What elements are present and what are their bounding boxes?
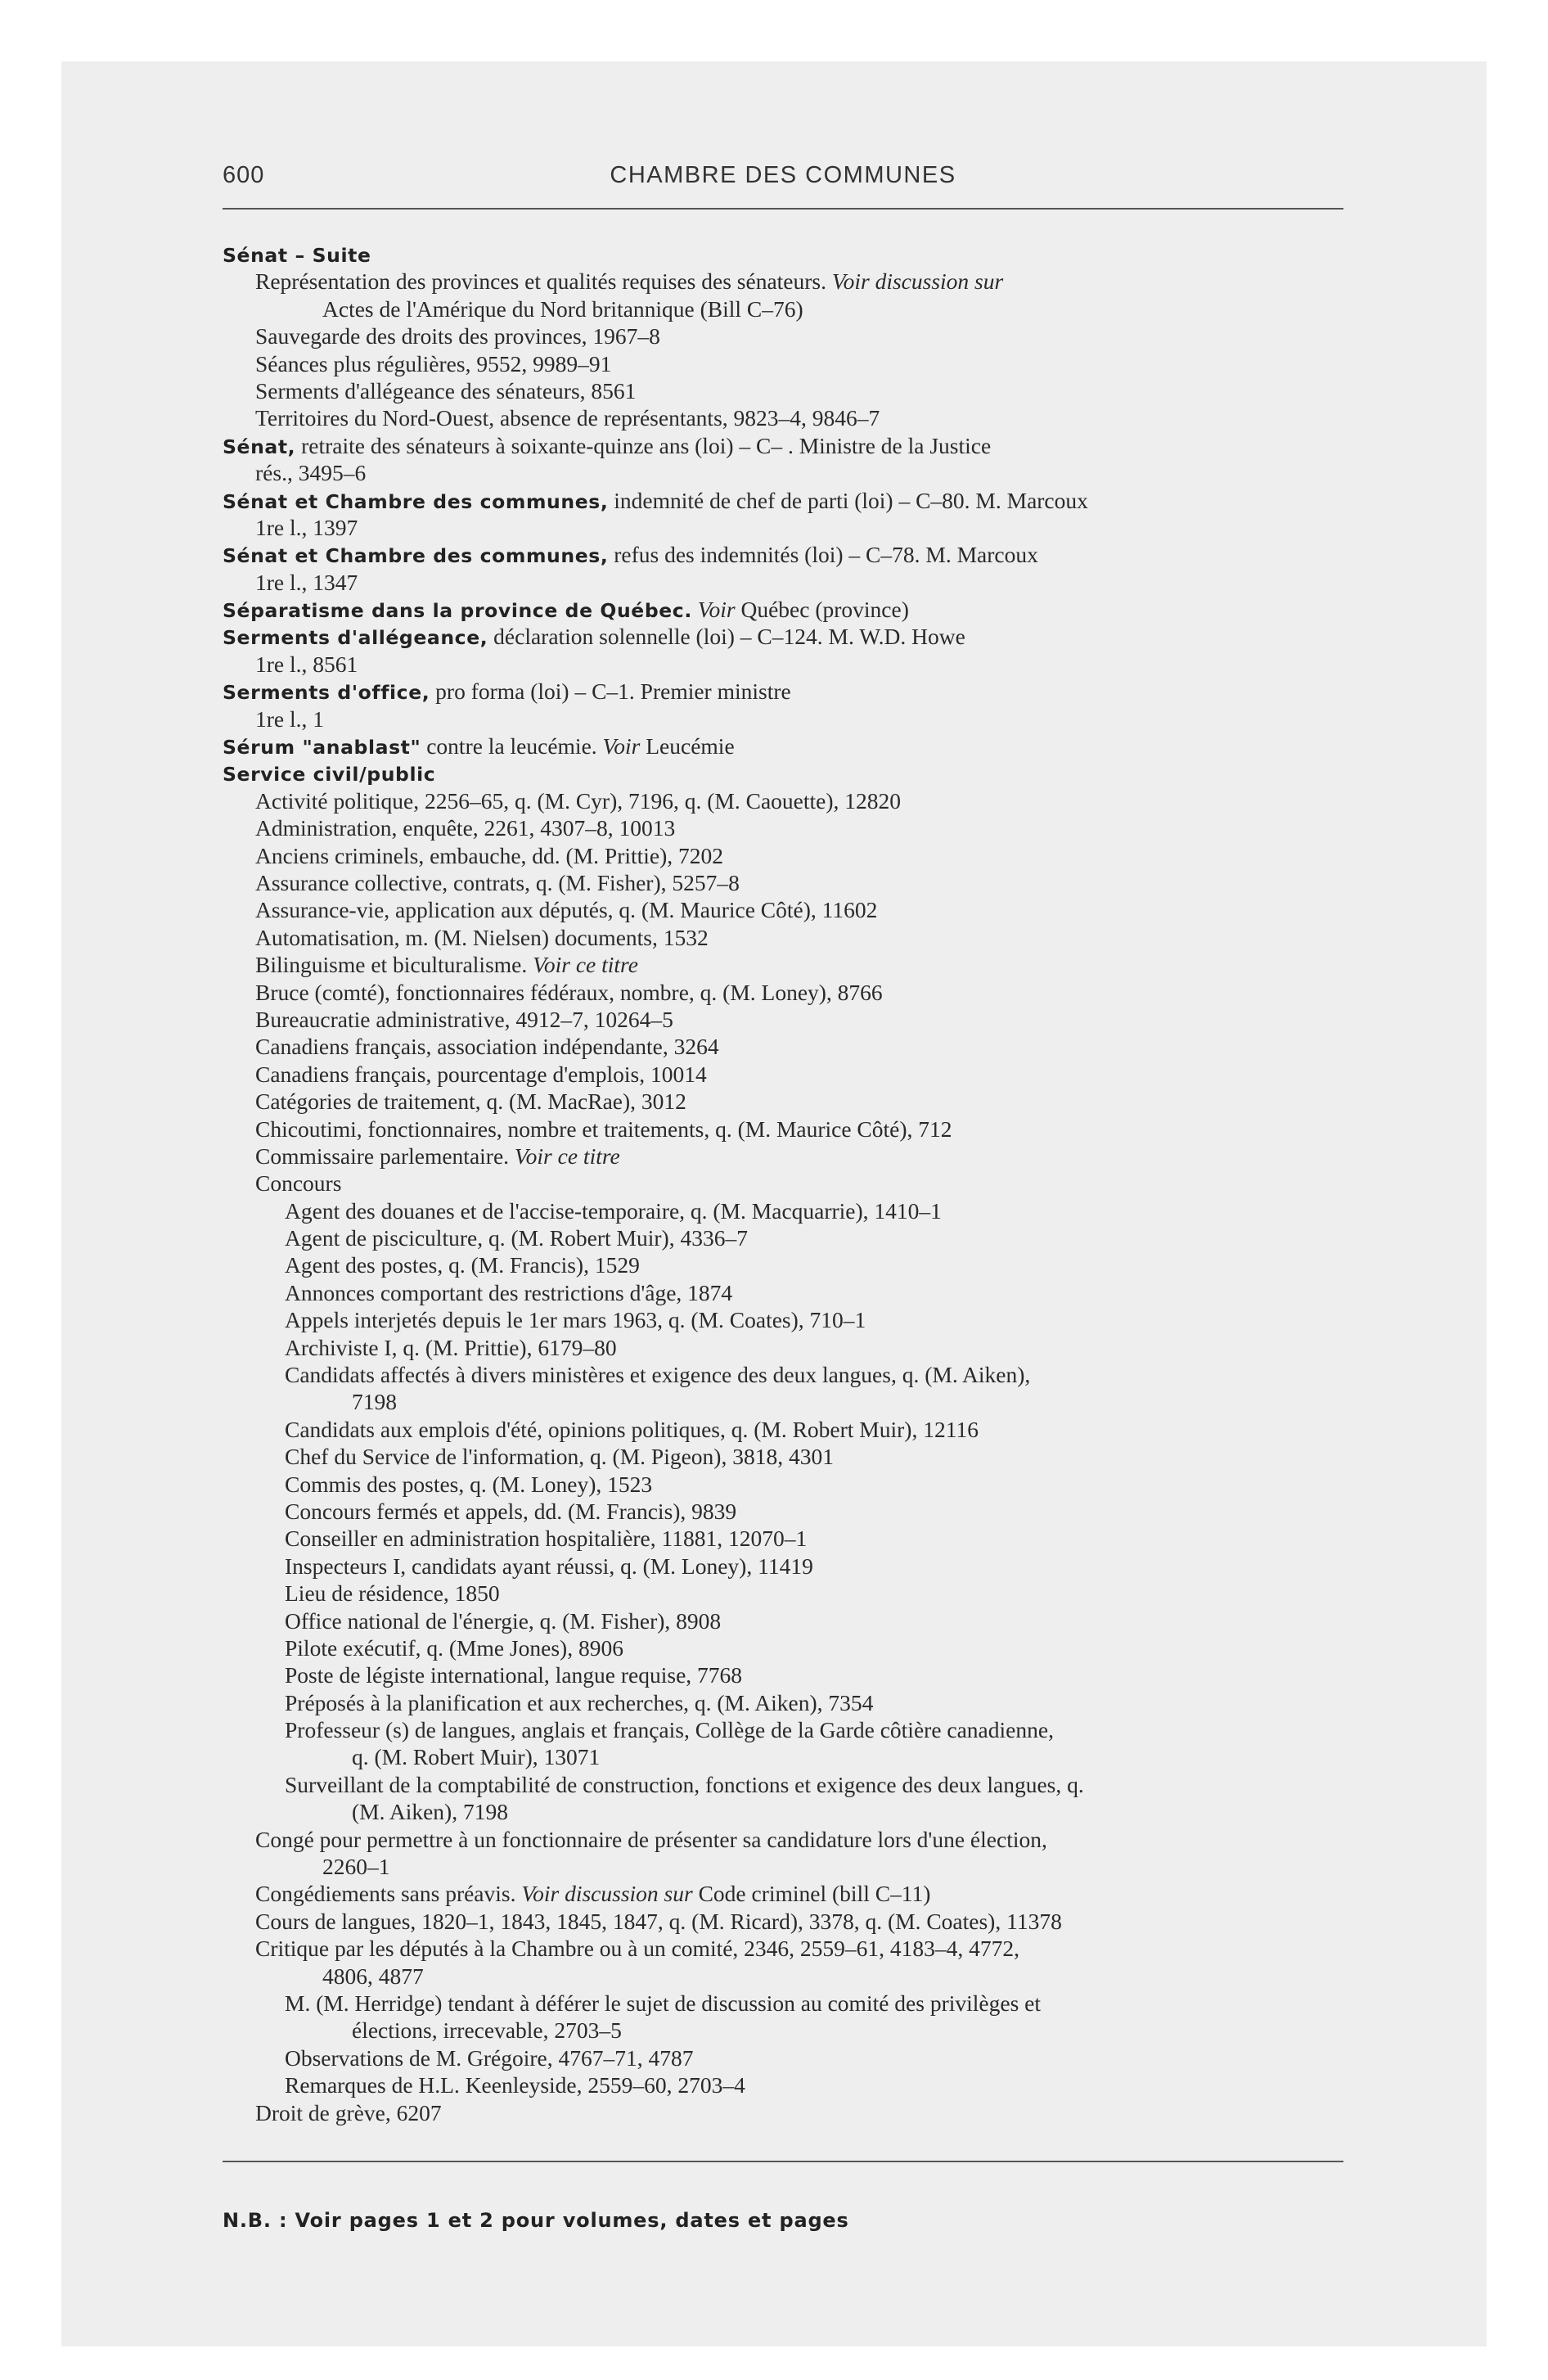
entry-text: Cours de langues, 1820–1, 1843, 1845, 1847, q. (M. Ricard), 3378, q. (M. Coates), 11378: [255, 1908, 1062, 1934]
index-entry-line: [223, 1908, 1352, 1935]
index-entry-line: [223, 1771, 1352, 1798]
entry-heading-text: Sénat et Chambre des communes,: [223, 544, 609, 568]
entry-text: Bruce (comté), fonctionnaires fédéraux, nombre, q. (M. Loney), 8766: [255, 979, 883, 1005]
index-entry-line: [223, 514, 1352, 541]
page-header: [223, 162, 1343, 195]
entry-text: Candidats affectés à divers ministères et exigence des deux langues, q. (M. Aiken),: [285, 1362, 1031, 1388]
entry-text: Office national de l'énergie, q. (M. Fisher), 8908: [285, 1607, 722, 1634]
index-entries: [223, 241, 1352, 2126]
index-entry-line: [223, 377, 1352, 404]
entry-heading-text: Sénat et Chambre des communes,: [223, 489, 609, 513]
entry-text: Candidats aux emplois d'été, opinions politiques, q. (M. Robert Muir), 12116: [285, 1416, 979, 1442]
entry-text: Assurance-vie, application aux députés, q. (M. Maurice Côté), 11602: [255, 897, 878, 923]
entry-text: Préposés à la planification et aux recherches, q. (M. Aiken), 7354: [285, 1689, 874, 1715]
index-entry-line: [223, 951, 1352, 978]
cross-reference-text: Voir discussion sur: [831, 268, 1004, 295]
entry-text: Poste de légiste international, langue requise, 7768: [285, 1662, 743, 1688]
index-heading-line: [223, 760, 1352, 787]
index-entry-line: [223, 1498, 1352, 1525]
entry-text: Code criminel (bill C–11): [692, 1881, 931, 1907]
entry-text: 1re l., 1: [255, 705, 325, 732]
index-heading-line: [223, 623, 1352, 650]
index-entry-line: [223, 569, 1352, 596]
entry-text: 1re l., 1347: [255, 569, 358, 595]
entry-heading-text: Sénat: [223, 244, 288, 267]
entry-text: Observations de M. Grégoire, 4767–71, 4787: [285, 2044, 694, 2071]
index-entry-line: [223, 1743, 1352, 1770]
entry-text: Agent des douanes et de l'accise-temporaire, q. (M. Macquarrie), 1410–1: [285, 1197, 942, 1224]
index-entry-line: [223, 814, 1352, 841]
entry-text: Chef du Service de l'information, q. (M. Pigeon), 3818, 4301: [285, 1444, 834, 1470]
index-entry-line: [223, 404, 1352, 431]
entry-text: Bilinguisme et biculturalisme.: [255, 952, 533, 978]
entry-text: Automatisation, m. (M. Nielsen) documents, 1532: [255, 924, 709, 950]
entry-heading-text: Service civil/public: [223, 763, 436, 787]
entry-text: Critique par les députés à la Chambre ou à un comité, 2346, 2559–61, 4183–4, 4772,: [255, 1936, 1020, 1962]
entry-text: rés., 3495–6: [255, 460, 367, 486]
index-entry-line: [223, 295, 1352, 322]
index-entry-line: [223, 1334, 1352, 1361]
index-entry-line: [223, 1935, 1352, 1962]
entry-heading-text: Séparatisme dans la province de Québec.: [223, 599, 692, 623]
entry-text: Québec (province): [735, 597, 909, 623]
entry-text: Agent de pisciculture, q. (M. Robert Muir), 4336–7: [285, 1225, 748, 1251]
header-rule: [223, 208, 1343, 210]
index-entry-line: [223, 1880, 1352, 1907]
entry-text: Bureaucratie administrative, 4912–7, 10264–5: [255, 1006, 673, 1032]
entry-text: Assurance collective, contrats, q. (M. Fisher), 5257–8: [255, 869, 740, 895]
entry-text: Leucémie: [640, 733, 735, 760]
index-entry-line: [223, 268, 1352, 295]
index-entry-line: [223, 2071, 1352, 2098]
index-entry-line: [223, 651, 1352, 678]
entry-text: Conseiller en administration hospitalière, 11881, 12070–1: [285, 1526, 808, 1552]
index-heading-line: [223, 487, 1352, 514]
index-entry-line: [223, 1388, 1352, 1415]
entry-text: pro forma (loi) – C–1. Premier ministre: [430, 678, 791, 705]
entry-text: Territoires du Nord-Ouest, absence de représentants, 9823–4, 9846–7: [255, 405, 880, 431]
footer-rule: [223, 2161, 1343, 2162]
index-entry-line: [223, 979, 1352, 1006]
entry-text: Catégories de traitement, q. (M. MacRae), 3012: [255, 1089, 686, 1115]
index-heading-line: [223, 732, 1352, 760]
index-entry-line: [223, 1580, 1352, 1607]
footer-note: N.B. : Voir pages 1 et 2 pour volumes, dates et pages: [223, 2209, 849, 2232]
entry-text: 4806, 4877: [322, 1963, 424, 1989]
entry-text: élections, irrecevable, 2703–5: [352, 2017, 622, 2044]
entry-text: déclaration solennelle (loi) – C–124. M. W.D. Howe: [488, 624, 965, 650]
index-entry-line: [223, 1826, 1352, 1853]
index-entry-line: [223, 869, 1352, 896]
running-title: CHAMBRE DES COMMUNES: [610, 162, 956, 188]
index-entry-line: [223, 2044, 1352, 2071]
entry-text: [692, 597, 698, 622]
cross-reference-text: Voir ce titre: [514, 1143, 620, 1169]
entry-text: Séances plus régulières, 9552, 9989–91: [255, 350, 612, 376]
index-entry-line: [223, 1798, 1352, 1825]
entry-text: Congédiements sans préavis.: [255, 1881, 522, 1907]
entry-text: Remarques de H.L. Keenleyside, 2559–60, 2703–4: [285, 2072, 745, 2098]
entry-text: M. (M. Herridge) tendant à déférer le sujet de discussion au comité des privilèges et: [285, 1990, 1042, 2016]
index-entry-line: [223, 1361, 1352, 1388]
index-entry-line: [223, 1689, 1352, 1716]
entry-text: Chicoutimi, fonctionnaires, nombre et traitements, q. (M. Maurice Côté), 712: [255, 1116, 952, 1142]
entry-text: Serments d'allégeance des sénateurs, 8561: [255, 377, 637, 403]
entry-text: 1re l., 8561: [255, 651, 358, 677]
index-entry-line: [223, 1661, 1352, 1688]
cross-reference-text: Voir discussion sur: [521, 1881, 693, 1907]
index-heading-line: [223, 241, 1352, 268]
cross-reference-text: Voir: [602, 733, 641, 760]
entry-text: Droit de grève, 6207: [255, 2099, 442, 2125]
index-entry-line: [223, 1279, 1352, 1306]
entry-text: Anciens criminels, embauche, dd. (M. Prittie), 7202: [255, 842, 724, 868]
entry-text: Représentation des provinces et qualités requises des sénateurs.: [255, 268, 832, 295]
entry-text: Agent des postes, q. (M. Francis), 1529: [285, 1252, 640, 1278]
entry-text: Congé pour permettre à un fonctionnaire de présenter sa candidature lors d'une élection,: [255, 1826, 1047, 1852]
index-entry-line: [223, 1170, 1352, 1197]
entry-heading-text: Serments d'office,: [223, 681, 430, 705]
entry-text: Canadiens français, association indépendante, 3264: [255, 1034, 719, 1060]
index-entry-line: [223, 1990, 1352, 2017]
entry-heading-text: – Suite: [287, 244, 371, 267]
entry-text: Commis des postes, q. (M. Loney), 1523: [285, 1471, 653, 1497]
index-entry-line: [223, 1416, 1352, 1443]
cross-reference-text: Voir ce titre: [533, 952, 638, 978]
index-entry-line: [223, 787, 1352, 814]
index-entry-line: [223, 842, 1352, 869]
index-entry-line: [223, 1607, 1352, 1634]
entry-text: Surveillant de la comptabilité de construction, fonctions et exigence des deux langues, q.: [285, 1771, 1084, 1797]
index-entry-line: [223, 1006, 1352, 1033]
index-entry-line: [223, 350, 1352, 377]
index-entry-line: [223, 1224, 1352, 1251]
entry-text: Professeur (s) de langues, anglais et français, Collège de la Garde côtière canadienne,: [285, 1717, 1054, 1743]
index-entry-line: [223, 1033, 1352, 1060]
index-entry-line: [223, 1088, 1352, 1115]
entry-text: Canadiens français, pourcentage d'emplois, 10014: [255, 1061, 707, 1087]
index-heading-line: [223, 596, 1352, 623]
index-heading-line: [223, 541, 1352, 568]
entry-text: Annonces comportant des restrictions d'âge, 1874: [285, 1279, 733, 1305]
entry-text: Concours fermés et appels, dd. (M. Francis), 9839: [285, 1498, 737, 1524]
index-entry-line: [223, 1471, 1352, 1498]
index-entry-line: [223, 2017, 1352, 2044]
entry-text: Pilote exécutif, q. (Mme Jones), 8906: [285, 1634, 623, 1661]
entry-text: Archiviste I, q. (M. Prittie), 6179–80: [285, 1334, 617, 1360]
index-entry-line: [223, 896, 1352, 923]
entry-text: refus des indemnités (loi) – C–78. M. Marcoux: [608, 542, 1038, 568]
page-number: 600: [223, 162, 265, 188]
index-entry-line: [223, 705, 1352, 732]
index-entry-line: [223, 322, 1352, 349]
entry-text: Commissaire parlementaire.: [255, 1143, 515, 1169]
entry-heading-text: Sénat,: [223, 435, 296, 458]
index-entry-line: [223, 1716, 1352, 1743]
index-entry-line: [223, 459, 1352, 486]
index-entry-line: [223, 1306, 1352, 1333]
index-entry-line: [223, 1963, 1352, 1990]
index-entry-line: [223, 1443, 1352, 1470]
index-entry-line: [223, 2099, 1352, 2126]
entry-text: retraite des sénateurs à soixante-quinze ans (loi) – C– . Ministre de la Justice: [295, 432, 992, 458]
index-entry-line: [223, 1525, 1352, 1552]
index-entry-line: [223, 1061, 1352, 1088]
index-entry-line: [223, 1197, 1352, 1224]
entry-text: Appels interjetés depuis le 1er mars 1963, q. (M. Coates), 710–1: [285, 1307, 866, 1333]
entry-text: q. (M. Robert Muir), 13071: [352, 1744, 601, 1770]
index-entry-line: [223, 1553, 1352, 1580]
entry-text: Activité politique, 2256–65, q. (M. Cyr), 7196, q. (M. Caouette), 12820: [255, 787, 902, 814]
entry-text: Administration, enquête, 2261, 4307–8, 10013: [255, 815, 676, 841]
index-entry-line: [223, 1143, 1352, 1170]
entry-text: (M. Aiken), 7198: [352, 1799, 508, 1825]
entry-text: contre la leucémie.: [421, 733, 603, 760]
index-entry-line: [223, 1116, 1352, 1143]
entry-text: Actes de l'Amérique du Nord britannique (Bill C–76): [322, 295, 803, 322]
entry-text: Lieu de résidence, 1850: [285, 1580, 500, 1607]
entry-text: 1re l., 1397: [255, 514, 358, 540]
index-heading-line: [223, 432, 1352, 459]
entry-text: Sauvegarde des droits des provinces, 1967–8: [255, 323, 660, 349]
index-entry-line: [223, 1634, 1352, 1661]
entry-heading-text: Sérum "anablast": [223, 736, 421, 760]
entry-text: 2260–1: [322, 1854, 390, 1880]
entry-text: indemnité de chef de parti (loi) – C–80. M. Marcoux: [608, 487, 1088, 513]
entry-text: Inspecteurs I, candidats ayant réussi, q. (M. Loney), 11419: [285, 1553, 813, 1579]
index-entry-line: [223, 1853, 1352, 1880]
cross-reference-text: Voir: [697, 597, 736, 623]
entry-heading-text: Serments d'allégeance,: [223, 626, 488, 650]
entry-text: 7198: [352, 1389, 397, 1415]
entry-text: Concours: [255, 1170, 342, 1197]
index-entry-line: [223, 924, 1352, 951]
index-heading-line: [223, 678, 1352, 705]
index-entry-line: [223, 1251, 1352, 1278]
